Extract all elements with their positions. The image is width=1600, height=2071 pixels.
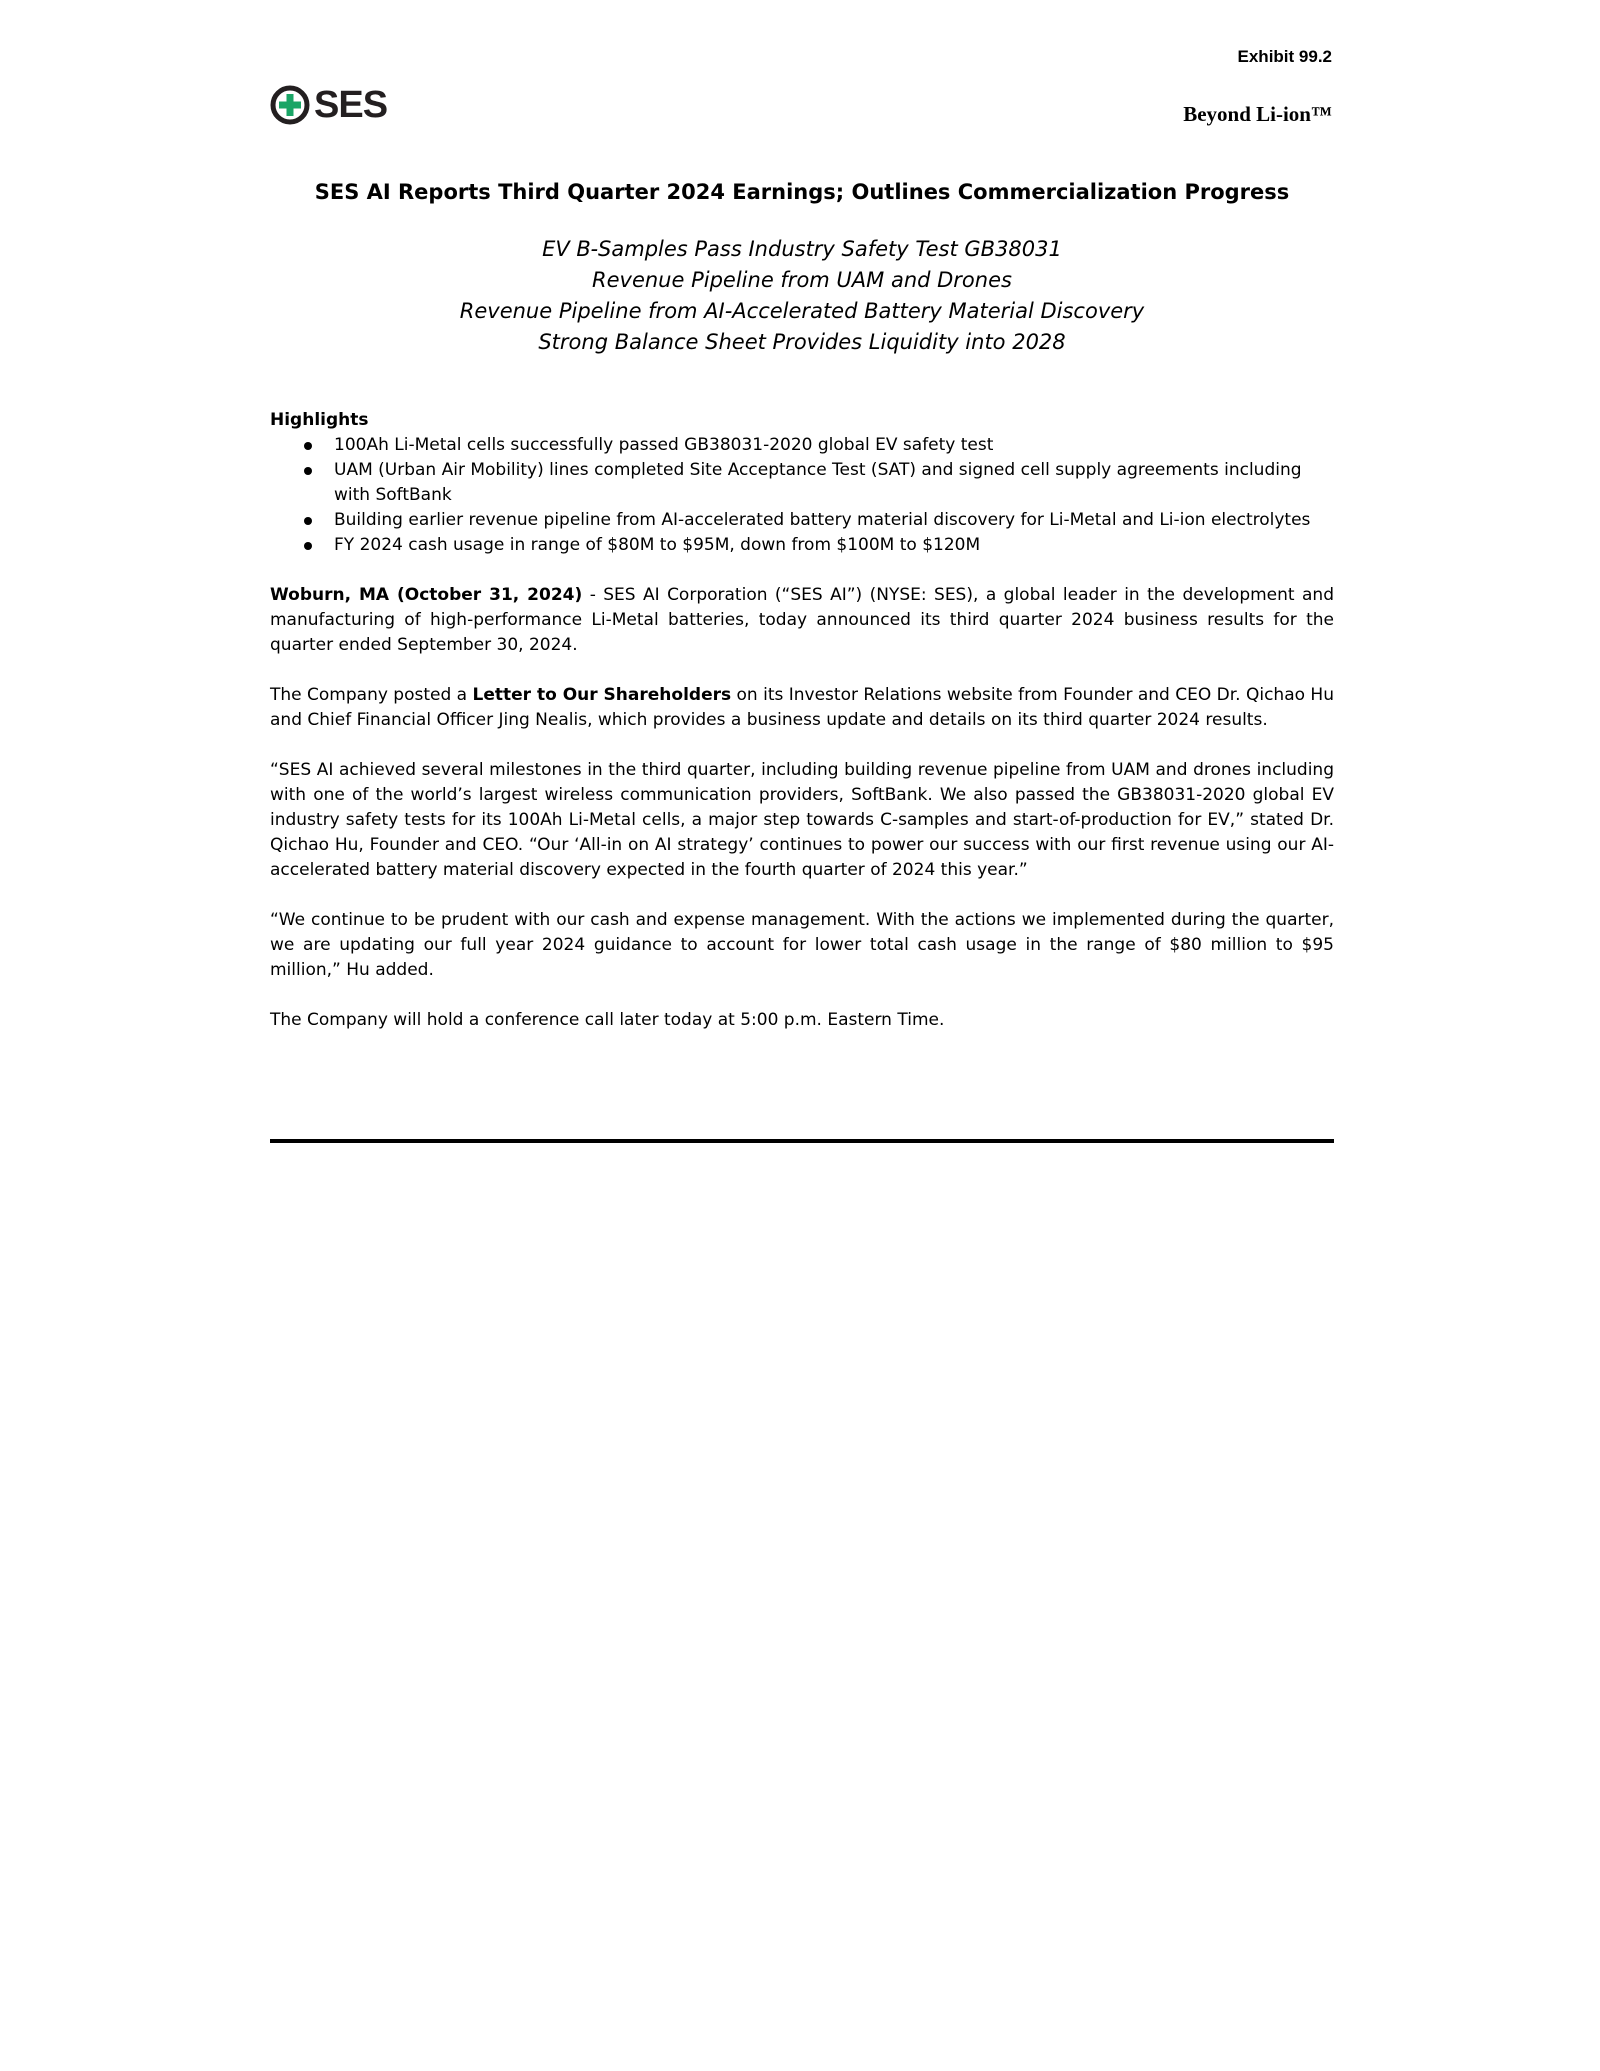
dateline-text: - SES AI Corporation (“SES AI”) (NYSE: SES), a global leader in the development and manufacturing of high-performance Li-Metal batteries, today announced its third quarter 2024 business results for the quarter ended September 30, 2024. (270, 585, 1334, 655)
dateline: Woburn, MA (October 31, 2024) (270, 585, 583, 605)
company-logo (270, 82, 387, 128)
conference-call-paragraph: The Company will hold a conference call later today at 5:00 p.m. Eastern Time. (270, 1010, 945, 1030)
ceo-quote-paragraph: “SES AI achieved several milestones in the third quarter, including building revenue pipeline from UAM and drones including with one of the world’s largest wireless communication providers, SoftBank. We also passed the GB38031-2020 global EV industry safety tests for its 100Ah Li-Metal cells, a major step towards C-samples and start-of-production for EV,” stated Dr. Qichao Hu, Founder and CEO. “Our ‘All-in on AI strategy’ continues to power our success with our first revenue using our AI-accelerated battery material discovery expected in the fourth quarter of 2024 this year.” (270, 760, 1334, 880)
highlight-item (270, 508, 1334, 533)
subheading: EV B-Samples Pass Industry Safety Test GB38031 (542, 237, 1062, 261)
letter-paragraph (270, 683, 1334, 733)
highlight-text: UAM (Urban Air Mobility) lines completed Site Acceptance Test (SAT) and signed cell supply agreements including with SoftBank (334, 460, 1302, 505)
subheading: Revenue Pipeline from UAM and Drones (592, 268, 1012, 292)
horizontal-divider (270, 1139, 1334, 1143)
highlight-item (270, 533, 1334, 558)
letter-text-after: on its Investor Relations website from Founder and CEO Dr. Qichao Hu and Chief Financial Officer Jing Nealis, which provides a business update and details on its third quarter 2024 results. (270, 685, 1334, 730)
guidance-quote-paragraph: “We continue to be prudent with our cash and expense management. With the actions we implemented during the quarter, we are updating our full year 2024 guidance to account for lower total cash usage in the range of $80 million to $95 million,” Hu added. (270, 910, 1334, 980)
logo-wordmark: SES (314, 84, 388, 126)
bullet-icon (304, 442, 312, 450)
tagline: Beyond Li-ion™ (1183, 102, 1332, 126)
ses-logo-icon (270, 85, 310, 125)
subheading: Revenue Pipeline from AI-Accelerated Battery Material Discovery (459, 299, 1145, 323)
highlights-list (270, 433, 1334, 558)
subheadings (270, 234, 1334, 358)
subheading: Strong Balance Sheet Provides Liquidity into 2028 (538, 330, 1066, 354)
highlight-text: Building earlier revenue pipeline from AI-accelerated battery material discovery for Li-Metal and Li-ion electrolytes (334, 510, 1311, 530)
headline: SES AI Reports Third Quarter 2024 Earnings; Outlines Commercialization Progress (314, 180, 1290, 204)
bullet-icon (304, 467, 312, 475)
highlight-text: 100Ah Li-Metal cells successfully passed GB38031-2020 global EV safety test (334, 435, 994, 455)
highlight-text: FY 2024 cash usage in range of $80M to $95M, down from $100M to $120M (334, 535, 981, 555)
press-release-body (270, 176, 1334, 1050)
exhibit-label: Exhibit 99.2 (1237, 47, 1332, 66)
highlight-item (270, 433, 1334, 458)
dateline-paragraph (270, 583, 1334, 658)
bullet-icon (304, 517, 312, 525)
shareholder-letter-title: Letter to Our Shareholders (472, 685, 732, 705)
highlights-title: Highlights (270, 410, 369, 430)
highlight-item (270, 458, 1334, 508)
letter-text-before: The Company posted a (270, 685, 473, 705)
bullet-icon (304, 542, 312, 550)
